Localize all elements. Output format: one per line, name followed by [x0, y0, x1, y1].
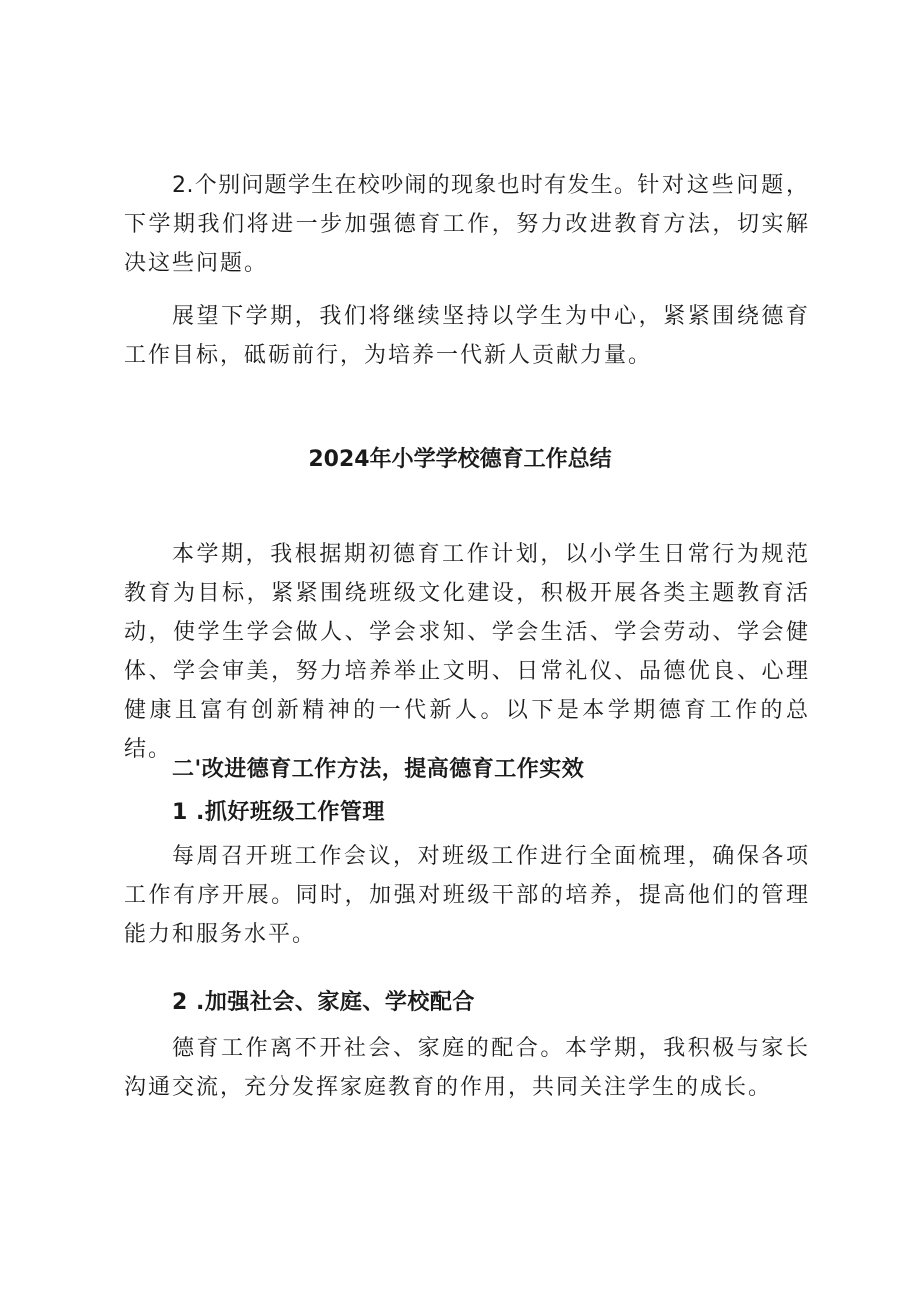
subsection-heading-cooperation: 2 .加强社会、家庭、学校配合 — [172, 990, 475, 1015]
paragraph-cooperation: 德育工作离不开社会、家庭的配合。本学期，我积极与家长沟通交流，充分发挥家庭教育的作用，共同关注学生的成长。 — [124, 1036, 810, 1100]
paragraph-outlook: 展望下学期，我们将继续坚持以学生为中心，紧紧围绕德育工作目标，砥砺前行，为培养一代新人贡献力量。 — [124, 304, 810, 368]
paragraph-class-management: 每周召开班工作会议，对班级工作进行全面梳理，确保各项工作有序开展。同时，加强对班级干部的培养，提高他们的管理能力和服务水平。 — [124, 844, 810, 947]
subsection-heading-class-management: 1 .抓好班级工作管理 — [172, 800, 385, 825]
section-heading: 二'改进德育工作方法，提高德育工作实效 — [172, 757, 585, 782]
paragraph-body: 针对这些问题，下学期我们将进一步加强德育工作，努力改进教育方法，切实解决这些问题。 — [124, 173, 810, 276]
paragraph-problems — [124, 166, 810, 283]
document-title: 2024年小学学校德育工作总结 — [308, 447, 612, 472]
paragraph-lead-sentence: 2.个别问题学生在校吵闹的现象也时有发生。 — [172, 173, 638, 198]
paragraph-intro: 本学期，我根据期初德育工作计划，以小学生日常行为规范教育为目标，紧紧围绕班级文化建设，积极开展各类主题教育活动，使学生学会做人、学会求知、学会生活、学会劳动、学会健体、学会审美，努力培养举止文明、日常礼仪、品德优良、心理健康且富有创新精神的一代新人。以下是本学期德育工作的总结。 — [124, 542, 810, 762]
